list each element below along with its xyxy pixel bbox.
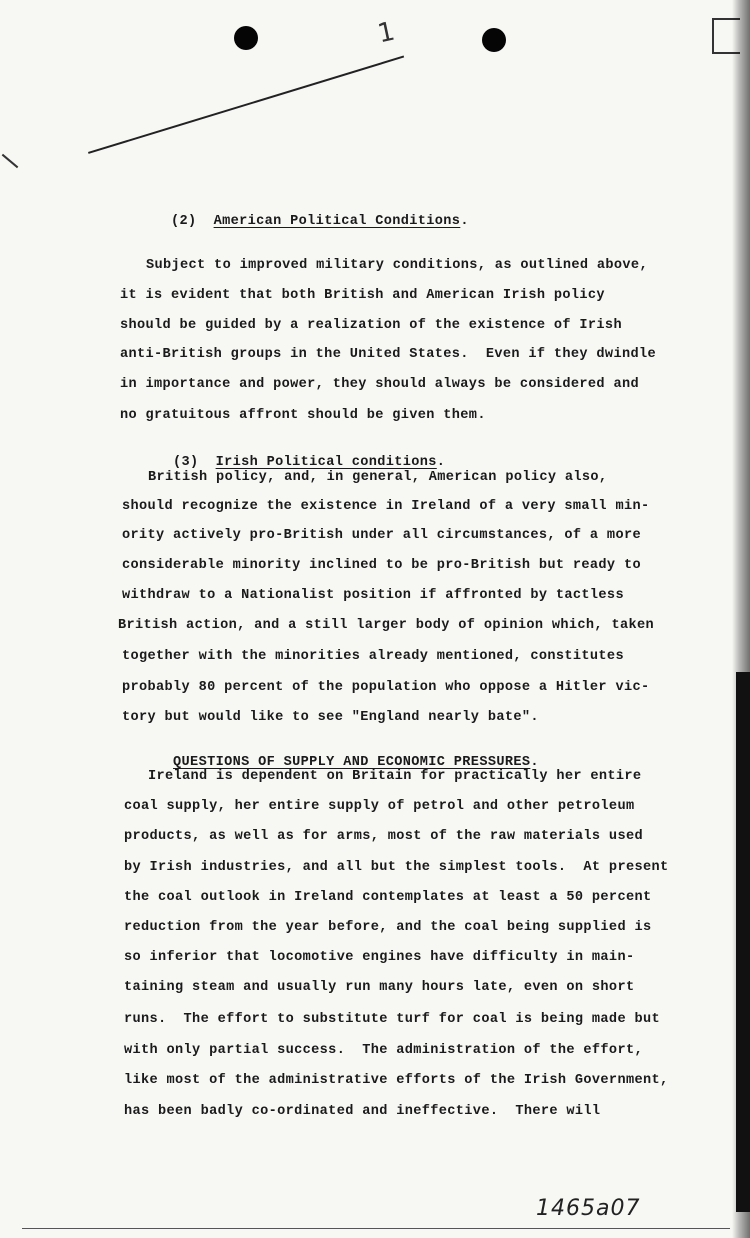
para3-line-2: products, as well as for arms, most of the raw materials used (124, 829, 643, 844)
punch-hole-left (234, 26, 258, 50)
para2-line-7: probably 80 percent of the population who oppose a Hitler vic- (122, 680, 650, 695)
para3-line-6: so inferior that locomotive engines have difficulty in main- (124, 950, 635, 965)
para3-line-9: with only partial success. The administration of the effort, (124, 1043, 643, 1058)
bottom-edge-line (22, 1228, 730, 1229)
para1-line-1: it is evident that both British and American Irish policy (120, 288, 605, 303)
para2-line-4: withdraw to a Nationalist position if affronted by tactless (122, 588, 624, 603)
diagonal-fold-line (88, 56, 404, 154)
para3-line-1: coal supply, her entire supply of petrol and other petroleum (124, 799, 635, 814)
para3-line-7: taining steam and usually run many hours late, even on short (124, 980, 635, 995)
section-3-number: (3) (173, 455, 199, 470)
section-2-title-punct: . (460, 214, 469, 229)
section-2-title: American Political Conditions (213, 214, 461, 229)
para1-line-4: in importance and power, they should always be considered and (120, 377, 639, 392)
para3-line-11: has been badly co-ordinated and ineffective. There will (124, 1104, 601, 1119)
header-mark: 1 (375, 16, 398, 50)
page-edge-band (736, 672, 750, 1212)
para2-line-2: ority actively pro-British under all circumstances, of a more (122, 528, 641, 543)
para3-line-3: by Irish industries, and all but the simplest tools. At present (124, 860, 669, 875)
para2-line-0: British policy, and, in general, American policy also, (148, 470, 608, 485)
para3-line-4: the coal outlook in Ireland contemplates at least a 50 percent (124, 890, 652, 905)
handwritten-note: 1465a07 (536, 1196, 641, 1221)
para1-line-5: no gratuitous affront should be given them. (120, 408, 486, 423)
section-4-title: QUESTIONS OF SUPPLY AND ECONOMIC PRESSURES (173, 755, 531, 770)
section-3-title-punct: . (436, 455, 446, 470)
left-edge-mark (2, 154, 19, 168)
para3-line-0: Ireland is dependent on Britain for practically her entire (148, 769, 642, 784)
section-2-heading (120, 199, 469, 244)
para2-line-3: considerable minority inclined to be pro-British but ready to (122, 558, 641, 573)
para2-line-6: together with the minorities already mentioned, constitutes (122, 649, 624, 664)
section-2-number: (2) (171, 214, 197, 229)
para1-line-2: should be guided by a realization of the existence of Irish (120, 318, 622, 333)
para2-line-8: tory but would like to see "England nearly bate". (122, 710, 539, 725)
para1-line-3: anti-British groups in the United States. Even if they dwindle (120, 347, 656, 362)
punch-hole-right (482, 28, 506, 52)
para3-line-5: reduction from the year before, and the coal being supplied is (124, 920, 652, 935)
para2-line-5: British action, and a still larger body of opinion which, taken (118, 618, 654, 633)
section-4-title-punct: . (530, 755, 539, 770)
para3-line-10: like most of the administrative efforts of the Irish Government, (124, 1073, 669, 1088)
section-3-title: Irish Political conditions (215, 455, 437, 470)
para1-line-0: Subject to improved military conditions, as outlined above, (146, 258, 648, 273)
para2-line-1: should recognize the existence in Ireland of a very small min- (122, 499, 650, 514)
para3-line-8: runs. The effort to substitute turf for coal is being made but (124, 1012, 660, 1027)
